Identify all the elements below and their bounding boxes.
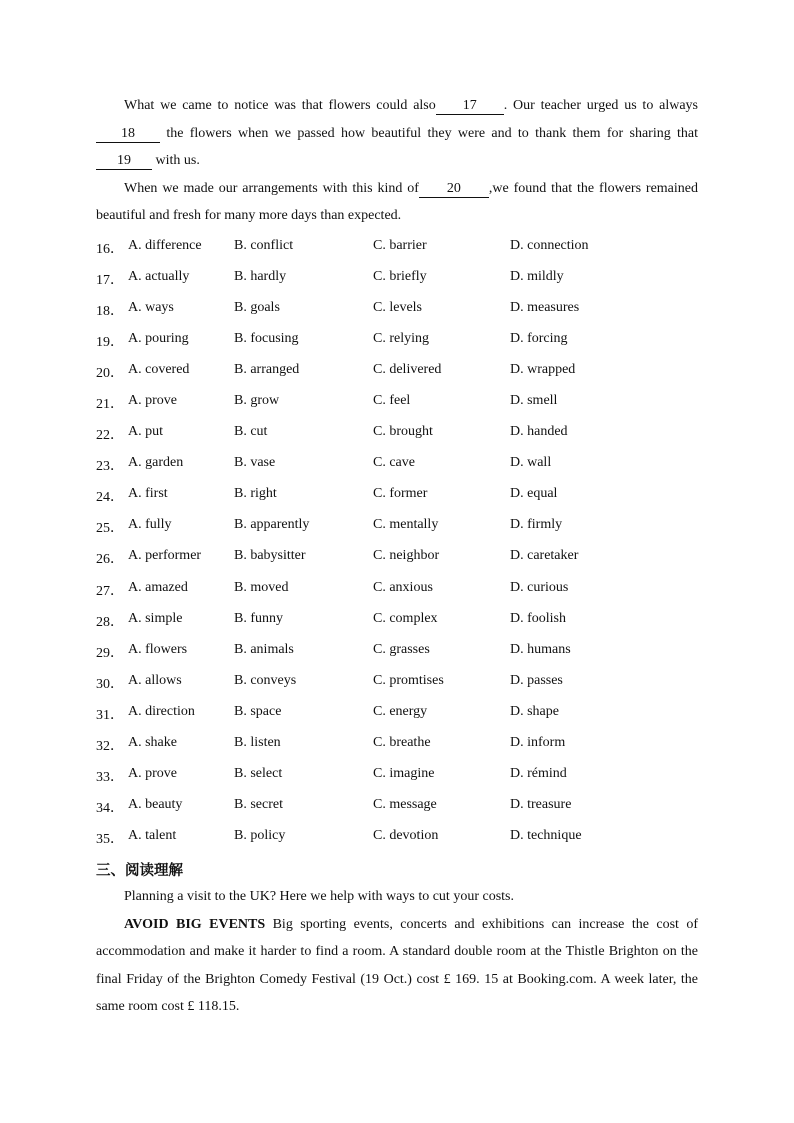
option-a: A. difference <box>128 237 202 253</box>
option-c: C. neighbor <box>373 548 440 564</box>
option-b: B. hardly <box>234 268 287 284</box>
option-row <box>96 791 698 822</box>
option-c: C. message <box>373 797 437 813</box>
option-a: A. allows <box>128 672 182 688</box>
option-row <box>96 574 698 605</box>
option-a: A. garden <box>128 455 184 471</box>
option-d: D. forcing <box>510 330 568 346</box>
option-c: C. grasses <box>373 641 430 657</box>
option-row <box>96 698 698 729</box>
option-b: B. conflict <box>234 237 294 253</box>
blank-19: 19 <box>96 153 152 170</box>
question-number: 31． <box>96 707 124 723</box>
reading-paragraph-1 <box>96 911 698 1021</box>
option-row <box>96 294 698 325</box>
option-b: B. animals <box>234 641 294 657</box>
option-row <box>96 636 698 667</box>
option-b: B. listen <box>234 735 281 750</box>
reading-intro: Planning a visit to the UK? Here we help with ways to cut your costs. <box>124 889 514 905</box>
paragraph-heading: AVOID BIG EVENTS <box>124 916 266 932</box>
option-b: B. arranged <box>234 361 300 377</box>
option-d: D. foolish <box>510 610 566 626</box>
option-a: A. covered <box>128 361 190 377</box>
option-row <box>96 480 698 511</box>
passage-text: the flowers when we passed how beautiful they were and to thank them for sharing that <box>166 125 699 141</box>
option-c: C. cave <box>373 455 415 471</box>
question-number: 23． <box>96 459 124 475</box>
option-c: C. imagine <box>373 766 435 782</box>
blank-18: 18 <box>96 126 160 143</box>
option-d: D. rémind <box>510 766 567 782</box>
option-a: A. shake <box>128 735 177 750</box>
option-row <box>96 542 698 573</box>
option-a: A. first <box>128 486 168 502</box>
option-b: B. apparently <box>234 517 310 533</box>
option-b: B. moved <box>234 579 289 595</box>
option-a: A. amazed <box>128 579 188 595</box>
option-d: D. caretaker <box>510 548 579 564</box>
option-a: A. pouring <box>128 330 189 346</box>
option-d: D. inform <box>510 735 566 750</box>
option-c: C. briefly <box>373 268 427 284</box>
question-number: 25． <box>96 521 124 537</box>
option-a: A. put <box>128 424 163 440</box>
passage-text: with us. <box>155 153 200 168</box>
document-page <box>96 92 698 1021</box>
option-d: D. smell <box>510 392 558 408</box>
option-a: A. actually <box>128 268 190 284</box>
question-number: 35． <box>96 832 124 848</box>
option-c: C. breathe <box>373 735 431 750</box>
option-d: D. firmly <box>510 517 563 533</box>
option-b: B. space <box>234 703 282 719</box>
option-b: B. vase <box>234 455 276 471</box>
passage-paragraph-2 <box>96 175 698 230</box>
option-c: C. anxious <box>373 579 433 595</box>
option-a: A. fully <box>128 517 172 533</box>
question-number: 28． <box>96 614 124 630</box>
question-number: 21． <box>96 396 124 412</box>
option-row <box>96 511 698 542</box>
option-row <box>96 667 698 698</box>
section-heading: 三、阅读理解 <box>96 863 183 880</box>
option-d: D. humans <box>510 641 571 657</box>
option-a: A. simple <box>128 610 183 626</box>
option-b: B. cut <box>234 424 268 440</box>
option-a: A. prove <box>128 392 177 408</box>
option-c: C. delivered <box>373 361 442 377</box>
option-row <box>96 387 698 418</box>
question-number: 24． <box>96 490 124 506</box>
option-b: B. right <box>234 486 277 502</box>
option-b: B. funny <box>234 610 283 626</box>
option-d: D. treasure <box>510 797 572 813</box>
option-a: A. talent <box>128 828 177 844</box>
option-c: C. mentally <box>373 517 439 533</box>
question-number: 16． <box>96 241 124 257</box>
question-number: 26． <box>96 552 124 568</box>
paragraph-text: Big sporting events, concerts and exhibitions can increase the cost of accommodation and make it harder to find a room. A standard double room at the Thistle Brighton on the final Friday of the Brighton Comedy Festival (19 Oct.) cost £ 169. 15 at Booking.com. A week later, the same room cost £ 118.15. <box>96 916 699 1015</box>
option-row <box>96 822 698 853</box>
option-row <box>96 418 698 449</box>
option-b: B. babysitter <box>234 548 306 564</box>
question-number: 29． <box>96 645 124 661</box>
question-number: 17． <box>96 272 124 288</box>
option-b: B. grow <box>234 392 280 408</box>
question-number: 18． <box>96 303 124 319</box>
option-c: C. energy <box>373 703 428 719</box>
option-b: B. policy <box>234 828 286 844</box>
option-row <box>96 356 698 387</box>
question-number: 33． <box>96 770 124 786</box>
option-d: D. shape <box>510 703 559 719</box>
option-row <box>96 605 698 636</box>
option-c: C. feel <box>373 392 411 408</box>
option-d: D. handed <box>510 424 568 440</box>
option-d: D. passes <box>510 672 563 688</box>
option-b: B. select <box>234 766 283 782</box>
option-c: C. levels <box>373 299 422 315</box>
option-row <box>96 449 698 480</box>
option-a: A. direction <box>128 703 195 719</box>
option-a: A. beauty <box>128 797 183 813</box>
option-d: D. measures <box>510 299 580 315</box>
blank-17: 17 <box>436 98 504 115</box>
option-b: B. goals <box>234 299 280 315</box>
option-row <box>96 263 698 294</box>
option-a: A. prove <box>128 766 177 782</box>
question-number: 32． <box>96 739 124 754</box>
option-c: C. devotion <box>373 828 439 844</box>
passage-text: What we came to notice was that flowers could also <box>124 98 436 113</box>
option-c: C. barrier <box>373 237 427 253</box>
blank-20: 20 <box>419 181 489 198</box>
option-d: D. technique <box>510 828 582 844</box>
option-b: B. conveys <box>234 672 297 688</box>
option-row <box>96 232 698 263</box>
question-number: 30． <box>96 676 124 692</box>
option-d: D. mildly <box>510 268 564 284</box>
passage-text: ,we found that the flowers remained beautiful and fresh for many more days than expected. <box>96 180 698 223</box>
option-b: B. focusing <box>234 330 299 346</box>
option-b: B. secret <box>234 797 283 813</box>
option-d: D. equal <box>510 486 558 502</box>
option-row <box>96 729 698 760</box>
question-number: 27． <box>96 583 124 599</box>
option-a: A. ways <box>128 299 174 315</box>
passage-text: . Our teacher urged us to always <box>503 98 698 113</box>
option-a: A. performer <box>128 548 202 564</box>
question-number: 34． <box>96 801 124 817</box>
option-c: C. complex <box>373 610 438 626</box>
option-d: D. wrapped <box>510 361 576 377</box>
answer-options <box>96 232 698 854</box>
option-a: A. flowers <box>128 641 188 657</box>
passage-text: When we made our arrangements with this kind of <box>124 180 419 196</box>
question-number: 19． <box>96 334 124 350</box>
option-c: C. brought <box>373 424 433 440</box>
option-c: C. former <box>373 486 428 502</box>
question-number: 22． <box>96 428 124 444</box>
passage-paragraph-1 <box>96 92 698 175</box>
option-row <box>96 325 698 356</box>
option-c: C. promtises <box>373 672 444 688</box>
option-d: D. curious <box>510 579 569 595</box>
option-d: D. wall <box>510 455 552 471</box>
option-row <box>96 760 698 791</box>
question-number: 20． <box>96 365 124 381</box>
option-c: C. relying <box>373 330 429 346</box>
option-d: D. connection <box>510 237 589 253</box>
